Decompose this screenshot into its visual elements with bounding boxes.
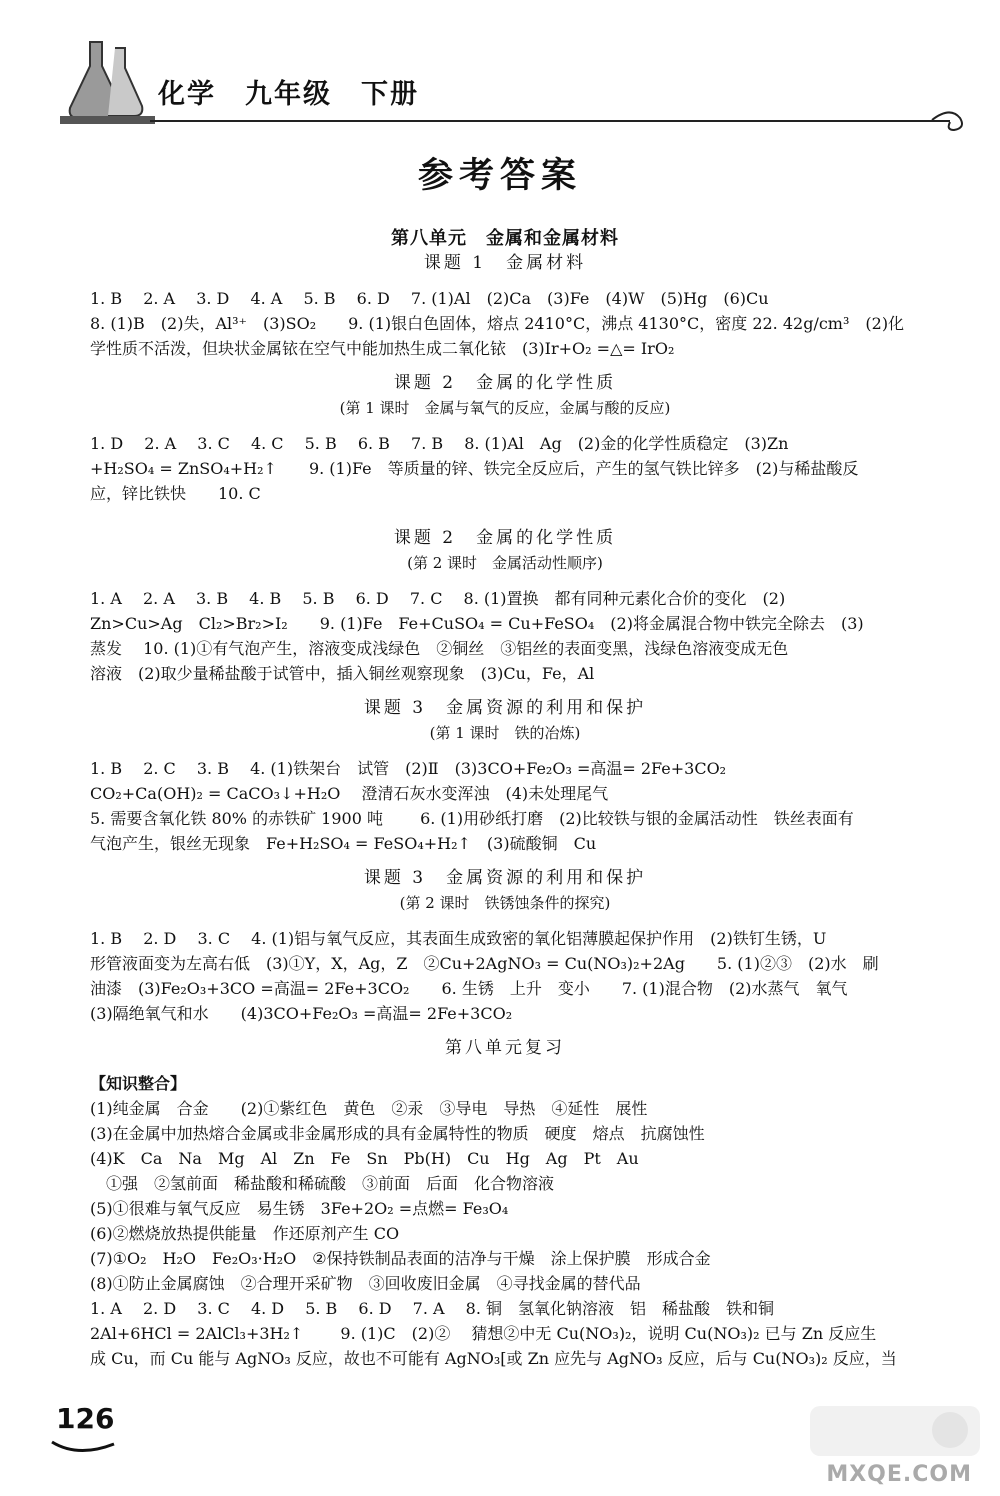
main-title: 参考答案 (417, 156, 582, 196)
answer-line: +H₂SO₄ = ZnSO₄+H₂↑ 9. (1)Fe 等质量的锌、铁完全反应后，产生的氢气铁比锌多 (2)与稀盐酸反 (90, 459, 859, 478)
section-subtitle: (第 1 课时 铁的冶炼) (429, 724, 581, 742)
answer-line: 1. A 2. A 3. B 4. B 5. B 6. D 7. C 8. (1)置换 都有同种元素化合价的变化 (2) (90, 589, 786, 608)
section-topic: 课题 3 金属资源的利用和保护 (363, 698, 647, 718)
section-subtitle: (第 1 课时 金属与氧气的反应，金属与酸的反应) (339, 399, 671, 417)
section-subtitle: (第 2 课时 铁锈蚀条件的探究) (399, 894, 611, 912)
section-topic: 课题 1 金属材料 (423, 253, 587, 273)
review-line: (5)①很难与氧气反应 易生锈 3Fe+2O₂ =点燃= Fe₃O₄ (90, 1199, 509, 1218)
answer-line: 油漆 (3)Fe₂O₃+3CO =高温= 2Fe+3CO₂ 6. 生锈 上升 变小 7. (1)混合物 (2)水蒸气 氧气 (90, 979, 848, 998)
review-line: ①强 ②氢前面 稀盐酸和稀硫酸 ③前面 后面 化合物溶液 (90, 1174, 555, 1193)
answer-line: CO₂+Ca(OH)₂ = CaCO₃↓+H₂O 澄清石灰水变浑浊 (4)未处理尾气 (90, 784, 609, 803)
section-topic: 课题 3 金属资源的利用和保护 (363, 868, 647, 888)
header-divider (150, 120, 950, 122)
review-line: 2Al+6HCl = 2AlCl₃+3H₂↑ 9. (1)C (2)② 猜想②中无 Cu(NO₃)₂，说明 Cu(NO₃)₂ 已与 Zn 反应生 (90, 1324, 877, 1343)
answer-line: 气泡产生，银丝无现象 Fe+H₂SO₄ = FeSO₄+H₂↑ (3)硫酸铜 Cu (90, 834, 597, 853)
answer-line: 1. B 2. A 3. D 4. A 5. B 6. D 7. (1)Al (2)Ca (3)Fe (4)W (5)Hg (6)Cu (90, 289, 769, 308)
review-title: 第八单元复习 (445, 1038, 565, 1058)
page-swirl-icon (48, 1436, 118, 1458)
review-line: (8)①防止金属腐蚀 ②合理开采矿物 ③回收废旧金属 ④寻找金属的替代品 (90, 1274, 641, 1293)
review-line: (1)纯金属 合金 (2)①紫红色 黄色 ②汞 ③导电 导热 ④延性 展性 (90, 1099, 648, 1118)
answer-line: 1. B 2. D 3. C 4. (1)铝与氧气反应，其表面生成致密的氧化铝薄膜起保护作用 (2)铁钉生锈，U (90, 929, 827, 948)
review-line: 成 Cu，而 Cu 能与 AgNO₃ 反应，故也不可能有 AgNO₃[或 Zn 应先与 AgNO₃ 反应，后与 Cu(NO₃)₂ 反应，当 (90, 1349, 897, 1368)
answer-line: (3)隔绝氧气和水 (4)3CO+Fe₂O₃ =高温= 2Fe+3CO₂ (90, 1004, 513, 1023)
section-subtitle: (第 2 课时 金属活动性顺序) (407, 554, 603, 572)
review-line: (4)K Ca Na Mg Al Zn Fe Sn Pb(H) Cu Hg Ag Pt Au (90, 1149, 639, 1168)
review-line: (3)在金属中加热熔合金属或非金属形成的具有金属特性的物质 硬度 熔点 抗腐蚀性 (90, 1124, 705, 1143)
answer-line: 1. B 2. C 3. B 4. (1)铁架台 试管 (2)Ⅱ (3)3CO+Fe₂O₃ =高温= 2Fe+3CO₂ (90, 759, 727, 778)
answer-content (90, 226, 920, 1371)
watermark-logo-icon (810, 1400, 980, 1460)
section-topic: 课题 2 金属的化学性质 (393, 528, 617, 548)
book-title: 化学 九年级 下册 (158, 79, 419, 110)
answer-line: 学性质不活泼，但块状金属铱在空气中能加热生成二氧化铱 (3)Ir+O₂ =△= IrO₂ (90, 339, 675, 358)
answer-line: 蒸发 10. (1)①有气泡产生，溶液变成浅绿色 ②铜丝 ③铝丝的表面变黑，浅绿色溶液变成无色 (90, 639, 789, 658)
knowledge-tag: 【知识整合】 (90, 1074, 187, 1093)
answer-line: 溶液 (2)取少量稀盐酸于试管中，插入铜丝观察现象 (3)Cu，Fe，Al (90, 664, 595, 683)
page-header (0, 0, 1000, 160)
answer-line: 形管液面变为左高右低 (3)①Y，X，Ag，Z ②Cu+2AgNO₃ = Cu(NO₃)₂+2Ag 5. (1)②③ (2)水 刷 (90, 954, 879, 973)
answer-line: 8. (1)B (2)失，Al³⁺ (3)SO₂ 9. (1)银白色固体，熔点 2410°C，沸点 4130°C，密度 22. 42g/cm³ (2)化 (90, 314, 905, 333)
watermark-text: MXQE.COM (826, 1462, 972, 1487)
answer-line: 1. D 2. A 3. C 4. C 5. B 6. B 7. B 8. (1)Al Ag (2)金的化学性质稳定 (3)Zn (90, 434, 789, 453)
review-line: 1. A 2. D 3. C 4. D 5. B 6. D 7. A 8. 铜 氢氧化钠溶液 铝 稀盐酸 铁和铜 (90, 1299, 775, 1318)
review-line: (6)②燃烧放热提供能量 作还原剂产生 CO (90, 1224, 400, 1243)
answer-line: 5. 需要含氧化铁 80% 的赤铁矿 1900 吨 6. (1)用砂纸打磨 (2)比较铁与银的金属活动性 铁丝表面有 (90, 809, 854, 828)
answer-line: Zn>Cu>Ag Cl₂>Br₂>I₂ 9. (1)Fe Fe+CuSO₄ = Cu+FeSO₄ (2)将金属混合物中铁完全除去 (3) (90, 614, 864, 633)
vine-ornament-icon (930, 104, 970, 140)
section-topic: 课题 2 金属的化学性质 (393, 373, 617, 393)
page-number: 126 (56, 1402, 115, 1435)
unit-title: 第八单元 金属和金属材料 (391, 228, 619, 249)
flask-icon (60, 38, 155, 128)
answer-line: 应，锌比铁快 10. C (90, 484, 261, 503)
review-line: (7)①O₂ H₂O Fe₂O₃·H₂O ②保持铁制品表面的洁净与干燥 涂上保护膜 形成合金 (90, 1249, 711, 1268)
